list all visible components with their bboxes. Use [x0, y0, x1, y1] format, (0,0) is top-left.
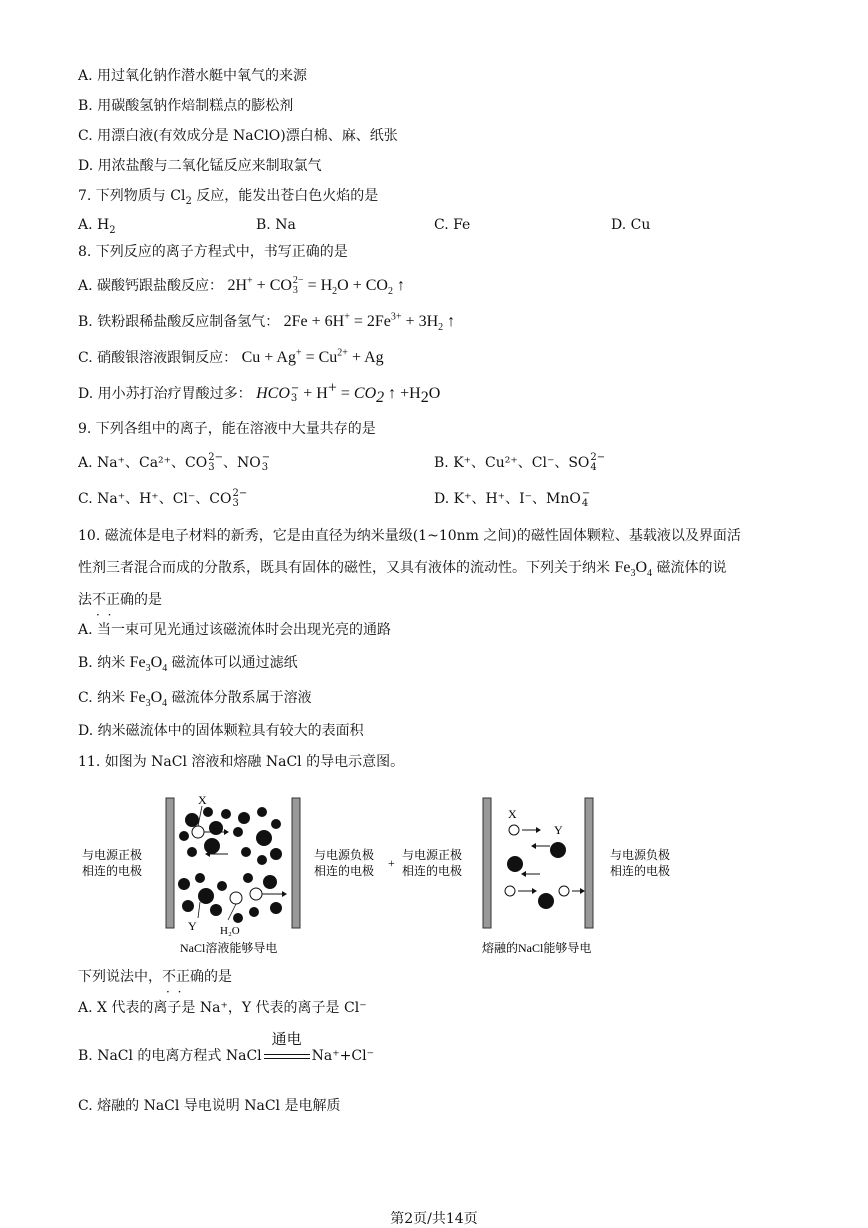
q7-option-d: D. Cu: [611, 217, 651, 233]
q10-option-a: A. 当一束可见光通过该磁流体时会出现光亮的通路: [78, 622, 392, 638]
q9-option-a: A. Na⁺、Ca²⁺、CO 2− 3 、NO − 3: [78, 452, 271, 473]
q11-option-b: B. NaCl 的电离方程式 NaCl 通电 Na⁺+Cl⁻: [78, 1030, 374, 1064]
label-cathode-1-l2: 相连的电极: [314, 864, 375, 878]
electrode-right-1: [292, 798, 300, 928]
caption-solution: NaCl溶液能够导电: [180, 941, 278, 955]
label-anode-1-l1: 与电源正极: [82, 848, 143, 862]
q8-option-d: D. 用小苏打治疗胃酸过多： HCO − 3 + $H^+ = CO_2$ ↑ $+H_2O$: [78, 379, 441, 406]
q10-line1: 10. 磁流体是电子材料的新秀，它是由直径为纳米量级(1~10nm 之间)的磁性固体颗粒、基载液以及界面活: [78, 528, 741, 544]
ionization-arrow: 通电: [264, 1046, 310, 1066]
electrode-left-1: [166, 798, 174, 928]
molten-particles: [505, 825, 585, 909]
q8-option-a: A. 碳酸钙跟盐酸反应： 2H+ + CO 2− 3 = $H_2O + CO_2$ ↑: [78, 275, 405, 298]
q11-option-a: A. X 代表的离子是 Na⁺，Y 代表的离子是 Cl⁻: [78, 1000, 367, 1016]
q10-line3: 法不正确 · ·的是: [78, 590, 162, 610]
label-anode-2-l2: 相连的电极: [402, 864, 463, 878]
label-cathode-2-l1: 与电源负极: [610, 848, 671, 862]
label-anode-2-l1: 与电源正极: [402, 848, 463, 862]
electrode-left-2: [483, 798, 491, 928]
q7-option-b: B. Na: [256, 217, 296, 233]
q8-option-b: B. 铁粉跟稀盐酸反应制备氢气： $2Fe + 6H^+ = 2Fe^{3+} + 3H_2$ ↑: [78, 311, 456, 334]
q10-option-d: D. 纳米磁流体中的固体颗粒具有较大的表面积: [78, 723, 364, 739]
caption-molten: 熔融的NaCl能够导电: [482, 941, 592, 955]
q9-option-c: C. Na⁺、H⁺、Cl⁻、CO 2− 3: [78, 488, 248, 509]
label-y-1: Y: [188, 919, 197, 933]
q8-option-c: C. 硝酸银溶液跟铜反应： $Cu + Ag^+ = Cu^{2+} + Ag$: [78, 347, 384, 366]
q7-option-a: A. $H_2$: [78, 217, 116, 236]
q10-option-b: B. 纳米 $Fe_3O_4$ 磁流体可以通过滤纸: [78, 654, 298, 675]
q6-option-a: A. 用过氧化钠作潜水艇中氧气的来源: [78, 68, 308, 84]
q6-option-b: B. 用碳酸氢钠作焙制糕点的膨松剂: [78, 98, 294, 114]
label-x-1: X: [198, 793, 207, 807]
page-footer: 第2页/共14页: [390, 1211, 478, 1227]
q9-stem: 9. 下列各组中的离子，能在溶液中大量共存的是: [78, 421, 376, 437]
label-y-2: Y: [554, 823, 563, 837]
q7-stem: 7. 下列物质与 $Cl_2$ 反应，能发出苍白色火焰的是: [78, 188, 379, 207]
label-h2o: H₂O: [220, 925, 240, 937]
q11-sub-stem: 下列说法中，不正确 · ·的是: [78, 967, 232, 987]
q8-stem: 8. 下列反应的离子方程式中，书写正确的是: [78, 244, 348, 260]
q10-option-c: C. 纳米 $Fe_3O_4$ 磁流体分散系属于溶液: [78, 689, 312, 710]
q11-option-c: C. 熔融的 NaCl 导电说明 NaCl 是电解质: [78, 1098, 341, 1114]
label-anode-1-l2: 相连的电极: [82, 864, 143, 878]
q6-option-c: C. 用漂白液(有效成分是 NaClO)漂白棉、麻、纸张: [78, 128, 398, 144]
q11-stem: 11. 如图为 NaCl 溶液和熔融 NaCl 的导电示意图。: [78, 754, 405, 770]
label-cathode-1-l1: 与电源负极: [314, 848, 375, 862]
q9-option-b: B. K⁺、Cu²⁺、Cl⁻、SO 2− 4: [434, 452, 606, 473]
conductivity-figure: [70, 790, 790, 962]
q10-line2: 性剂三者混合而成的分散系，既具有固体的磁性，又具有液体的流动性。下列关于纳米 $Fe_3O_4$ 磁流体的说: [78, 559, 727, 580]
solution-particles: [178, 806, 287, 923]
label-plus: +: [388, 856, 395, 870]
label-x-2: X: [508, 807, 517, 821]
label-cathode-2-l2: 相连的电极: [610, 864, 671, 878]
q7-option-c: C. Fe: [434, 217, 471, 233]
q9-option-d: D. K⁺、H⁺、I⁻、MnO − 4: [434, 488, 591, 509]
q6-option-d: D. 用浓盐酸与二氧化锰反应来制取氯气: [78, 158, 322, 174]
electrode-right-2: [585, 798, 593, 928]
